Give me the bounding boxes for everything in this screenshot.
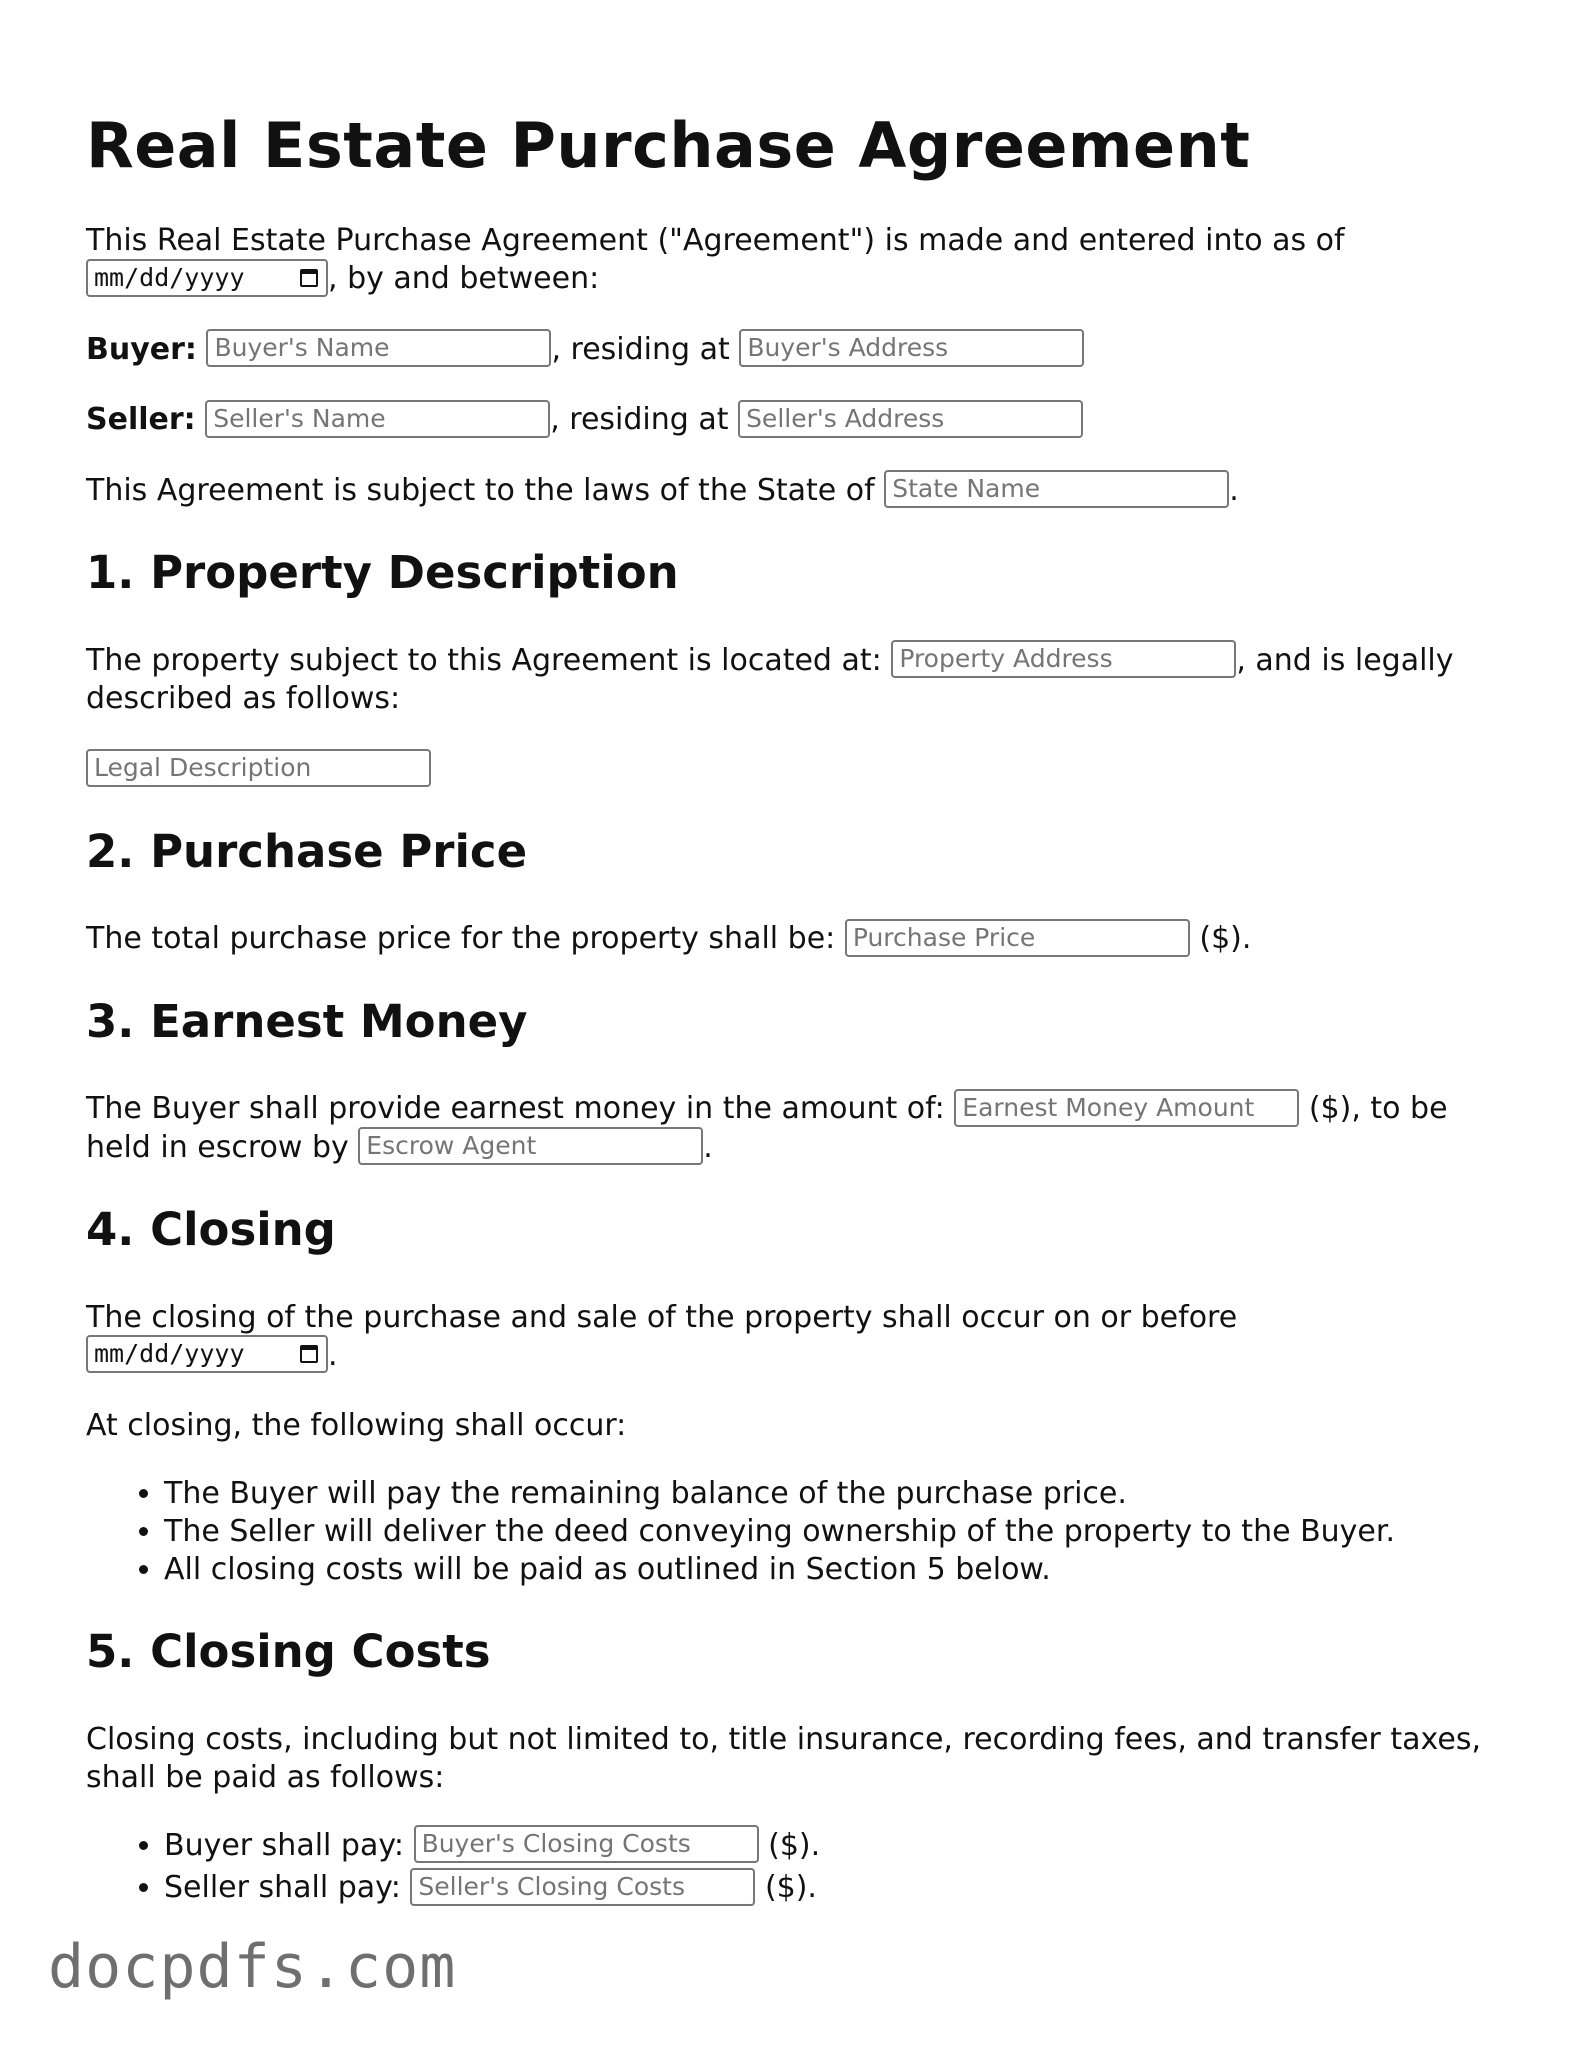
earnest-money-paragraph: The Buyer shall provide earnest money in the amount of: Earnest Money Amount ($), to be held in escrow by Escrow Agent .: [86, 1090, 1506, 1167]
closing-list-intro: At closing, the following shall occur:: [86, 1408, 627, 1444]
section-2-heading: 2. Purchase Price: [86, 824, 528, 878]
agreement-document: [86, 0, 1506, 1908]
intro-text-after: , by and between:: [328, 261, 600, 297]
property-paragraph: The property subject to this Agreement is located at: Property Address , and is legally described as follows:: [86, 642, 1506, 719]
legal-description-input[interactable]: Legal Description: [86, 749, 431, 787]
intro-paragraph: [86, 222, 1506, 299]
buyer-address-input[interactable]: Buyer's Address: [739, 329, 1084, 367]
earnest-money-input[interactable]: Earnest Money Amount: [954, 1089, 1299, 1127]
escrow-agent-input[interactable]: Escrow Agent: [358, 1127, 703, 1165]
seller-name-input[interactable]: Seller's Name: [205, 400, 550, 438]
section-1-heading: 1. Property Description: [86, 546, 679, 600]
closing-date-input[interactable]: mm/dd/yyyy: [86, 1335, 328, 1373]
buyer-label: Buyer:: [86, 331, 197, 367]
section-5-heading: 5. Closing Costs: [86, 1625, 491, 1679]
seller-residing-text: , residing at: [550, 402, 729, 438]
closing-costs-list: [86, 1827, 1506, 1908]
agreement-date-input[interactable]: mm/dd/yyyy: [86, 259, 328, 297]
closing-costs-paragraph: Closing costs, including but not limited to, title insurance, recording fees, and transfer taxes, shall be paid as follows:: [86, 1721, 1481, 1795]
watermark: docpdfs.com: [48, 1932, 457, 2002]
seller-closing-costs-input[interactable]: Seller's Closing Costs: [410, 1868, 755, 1906]
list-item: • Seller shall pay: Seller's Closing Costs ($).: [164, 1869, 1506, 1908]
legal-description-line: [86, 750, 1506, 789]
list-item: • Buyer shall pay: Buyer's Closing Costs ($).: [164, 1827, 1506, 1866]
purchase-price-input[interactable]: Purchase Price: [845, 919, 1190, 957]
buyer-closing-costs-input[interactable]: Buyer's Closing Costs: [414, 1825, 759, 1863]
state-text: This Agreement is subject to the laws of the State of: [86, 472, 875, 508]
intro-text: This Real Estate Purchase Agreement ("Agreement") is made and entered into as of: [86, 223, 1345, 259]
seller-line: [86, 401, 1506, 440]
section-3-heading: 3. Earnest Money: [86, 994, 528, 1048]
purchase-price-paragraph: The total purchase price for the property shall be: Purchase Price ($).: [86, 920, 1506, 959]
calendar-icon[interactable]: [300, 269, 318, 287]
buyer-name-input[interactable]: Buyer's Name: [206, 329, 551, 367]
state-line: This Agreement is subject to the laws of the State of State Name .: [86, 472, 1506, 511]
seller-address-input[interactable]: Seller's Address: [738, 400, 1083, 438]
closing-list: [86, 1475, 1506, 1589]
property-address-input[interactable]: Property Address: [891, 640, 1236, 678]
page-title: Real Estate Purchase Agreement: [86, 109, 1251, 182]
seller-label: Seller:: [86, 402, 196, 438]
list-item: • The Buyer will pay the remaining balance of the purchase price.: [164, 1475, 1506, 1513]
closing-paragraph: The closing of the purchase and sale of the property shall occur on or before mm/dd/yyyy .: [86, 1299, 1238, 1373]
state-name-input[interactable]: State Name: [884, 470, 1229, 508]
buyer-residing-text: , residing at: [551, 331, 730, 367]
buyer-line: [86, 331, 1506, 370]
list-item: • All closing costs will be paid as outlined in Section 5 below.: [164, 1551, 1506, 1589]
list-item: • The Seller will deliver the deed conveying ownership of the property to the Buyer.: [164, 1513, 1506, 1551]
calendar-icon[interactable]: [300, 1345, 318, 1363]
section-4-heading: 4. Closing: [86, 1203, 336, 1257]
